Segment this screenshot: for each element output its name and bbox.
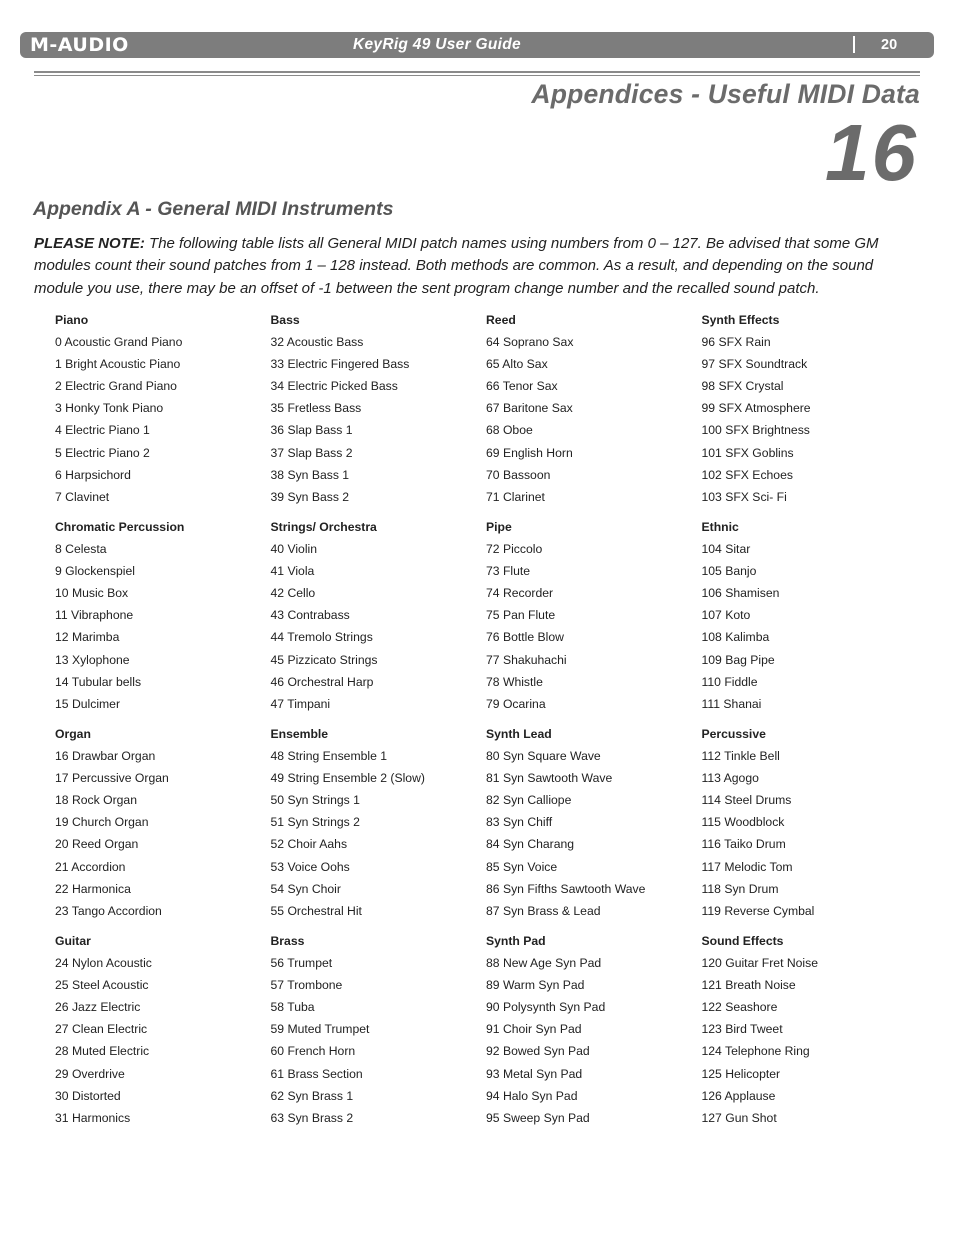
instrument-patch: 112 Tinkle Bell [701, 749, 780, 764]
instrument-patch: 43 Contrabass [270, 608, 350, 623]
header-rule [34, 71, 920, 73]
instrument-patch: 109 Bag Pipe [701, 652, 775, 667]
instrument-patch: 19 Church Organ [55, 815, 149, 830]
instrument-patch: 32 Acoustic Bass [270, 335, 364, 350]
instrument-patch: 5 Electric Piano 2 [55, 445, 150, 460]
instrument-patch: 26 Jazz Electric [55, 1000, 141, 1015]
family-title: Chromatic Percussion [55, 520, 185, 534]
note-paragraph [34, 233, 924, 300]
instrument-patch: 116 Taiko Drum [701, 837, 786, 852]
page-number: 20 [881, 37, 898, 53]
family-title: Reed [486, 313, 516, 327]
family-title: Guitar [55, 934, 91, 948]
family-title: Organ [55, 727, 91, 741]
instrument-patch: 55 Orchestral Hit [270, 903, 362, 918]
instrument-patch: 76 Bottle Blow [486, 630, 564, 645]
family-title: Piano [55, 313, 89, 327]
instrument-patch: 82 Syn Calliope [486, 793, 572, 808]
instrument-patch: 2 Electric Grand Piano [55, 379, 177, 394]
instrument-family [55, 309, 270, 508]
instrument-patch: 74 Recorder [486, 586, 554, 601]
instrument-patch: 102 SFX Echoes [701, 467, 793, 482]
instrument-patch: 42 Cello [270, 586, 316, 601]
instrument-patch: 71 Clarinet [486, 489, 545, 504]
instrument-patch: 123 Bird Tweet [701, 1022, 783, 1037]
instrument-patch: 22 Harmonica [55, 881, 131, 896]
instrument-patch: 77 Shakuhachi [486, 652, 567, 667]
instrument-patch: 15 Dulcimer [55, 696, 121, 711]
header-rule-thin [34, 75, 920, 76]
instrument-patch: 89 Warm Syn Pad [486, 978, 585, 993]
instrument-patch: 20 Reed Organ [55, 837, 139, 852]
instrument-patch: 118 Syn Drum [701, 881, 779, 896]
instrument-patch: 95 Sweep Syn Pad [486, 1110, 590, 1125]
instrument-patch: 10 Music Box [55, 586, 129, 601]
instrument-patch: 54 Syn Choir [270, 881, 341, 896]
instrument-patch: 39 Syn Bass 2 [270, 489, 350, 504]
instrument-patch: 93 Metal Syn Pad [486, 1066, 583, 1081]
instrument-patch: 6 Harpsichord [55, 467, 131, 482]
instrument-patch: 27 Clean Electric [55, 1022, 148, 1037]
instrument-patch: 115 Woodblock [701, 815, 785, 830]
instrument-patch: 21 Accordion [55, 859, 126, 874]
instrument-patch: 36 Slap Bass 1 [270, 423, 353, 438]
instrument-patch: 68 Oboe [486, 423, 533, 438]
instrument-patch: 52 Choir Aahs [270, 837, 348, 852]
family-title: Ethnic [701, 520, 739, 534]
instrument-patch: 127 Gun Shot [701, 1110, 777, 1125]
family-title: Strings/ Orchestra [270, 520, 377, 534]
instrument-patch: 106 Shamisen [701, 586, 780, 601]
instrument-patch: 60 French Horn [270, 1044, 356, 1059]
instrument-patch: 44 Tremolo Strings [270, 630, 373, 645]
header-bar [20, 32, 934, 58]
instrument-patch: 103 SFX Sci- Fi [701, 489, 787, 504]
instrument-patch: 59 Muted Trumpet [270, 1022, 370, 1037]
family-title: Synth Lead [486, 727, 552, 741]
instrument-table [55, 309, 915, 1139]
chapter-number: 16 [825, 108, 918, 197]
section-title: Appendices - Useful MIDI Data [531, 79, 920, 109]
instrument-patch: 58 Tuba [270, 1000, 315, 1015]
instrument-patch: 100 SFX Brightness [701, 423, 810, 438]
instrument-patch: 45 Pizzicato Strings [270, 652, 378, 667]
instrument-patch: 99 SFX Atmosphere [701, 401, 811, 416]
instrument-patch: 108 Kalimba [701, 630, 770, 645]
instrument-patch: 92 Bowed Syn Pad [486, 1044, 590, 1059]
instrument-family [486, 723, 701, 922]
note-label: PLEASE NOTE: [34, 235, 145, 252]
instrument-patch: 18 Rock Organ [55, 793, 137, 808]
instrument-patch: 94 Halo Syn Pad [486, 1088, 578, 1103]
instrument-patch: 65 Alto Sax [486, 357, 548, 372]
instrument-patch: 73 Flute [486, 564, 531, 579]
instrument-patch: 69 English Horn [486, 445, 573, 460]
instrument-family [702, 723, 917, 922]
instrument-family [702, 309, 917, 508]
instrument-patch: 12 Marimba [55, 630, 120, 645]
instrument-patch: 25 Steel Acoustic [55, 978, 149, 993]
appendix-title: Appendix A - General MIDI Instruments [33, 198, 394, 220]
instrument-patch: 4 Electric Piano 1 [55, 423, 150, 438]
instrument-patch: 47 Timpani [270, 696, 331, 711]
instrument-patch: 70 Bassoon [486, 467, 551, 482]
instrument-family [702, 516, 917, 715]
header-divider [853, 36, 855, 53]
instrument-patch: 23 Tango Accordion [55, 903, 162, 918]
instrument-family [486, 309, 701, 508]
instrument-family [486, 516, 701, 715]
instrument-patch: 119 Reverse Cymbal [701, 903, 815, 918]
family-title: Ensemble [270, 727, 329, 741]
family-title: Synth Effects [701, 313, 780, 327]
family-title: Sound Effects [701, 934, 784, 948]
instrument-patch: 17 Percussive Organ [55, 771, 169, 786]
instrument-patch: 13 Xylophone [55, 652, 130, 667]
instrument-patch: 50 Syn Strings 1 [270, 793, 360, 808]
document-title: KeyRig 49 User Guide [353, 36, 521, 53]
instrument-patch: 85 Syn Voice [486, 859, 558, 874]
instrument-patch: 86 Syn Fifths Sawtooth Wave [486, 881, 646, 896]
instrument-patch: 83 Syn Chiff [486, 815, 553, 830]
instrument-patch: 96 SFX Rain [701, 335, 771, 350]
instrument-patch: 110 Fiddle [701, 674, 758, 689]
instrument-patch: 91 Choir Syn Pad [486, 1022, 582, 1037]
instrument-family [55, 930, 270, 1129]
instrument-patch: 98 SFX Crystal [701, 379, 784, 394]
family-title: Percussive [701, 727, 766, 741]
instrument-patch: 120 Guitar Fret Noise [701, 956, 819, 971]
instrument-family [702, 930, 917, 1129]
instrument-patch: 84 Syn Charang [486, 837, 575, 852]
instrument-patch: 61 Brass Section [270, 1066, 363, 1081]
instrument-patch: 24 Nylon Acoustic [55, 956, 152, 971]
instrument-patch: 63 Syn Brass 2 [270, 1110, 354, 1125]
instrument-patch: 72 Piccolo [486, 542, 543, 557]
instrument-patch: 87 Syn Brass & Lead [486, 903, 601, 918]
family-title: Synth Pad [486, 934, 546, 948]
instrument-patch: 97 SFX Soundtrack [701, 357, 808, 372]
instrument-patch: 33 Electric Fingered Bass [270, 357, 410, 372]
instrument-family [55, 723, 270, 922]
instrument-patch: 79 Ocarina [486, 696, 546, 711]
instrument-patch: 31 Harmonics [55, 1110, 131, 1125]
instrument-patch: 29 Overdrive [55, 1066, 125, 1081]
instrument-patch: 11 Vibraphone [55, 608, 134, 623]
instrument-patch: 88 New Age Syn Pad [486, 956, 602, 971]
instrument-patch: 3 Honky Tonk Piano [55, 401, 164, 416]
instrument-patch: 56 Trumpet [270, 956, 333, 971]
instrument-patch: 64 Soprano Sax [486, 335, 574, 350]
note-text: The following table lists all General MIDI patch names using numbers from 0 – 127. Be advised that some GM modules count their sound patches from 1 – 128 instead. Both methods are common. As a result, and depending on the sound module you use, there may be an offset of -1 between the sent program change number and the recalled sound patch. [34, 235, 879, 297]
instrument-patch: 113 Agogo [701, 771, 759, 786]
instrument-family [55, 516, 270, 715]
instrument-patch: 49 String Ensemble 2 (Slow) [270, 771, 425, 786]
family-title: Bass [270, 313, 300, 327]
instrument-patch: 57 Trombone [270, 978, 343, 993]
instrument-family [486, 930, 701, 1129]
instrument-patch: 48 String Ensemble 1 [270, 749, 388, 764]
instrument-patch: 117 Melodic Tom [701, 859, 793, 874]
instrument-patch: 121 Breath Noise [701, 978, 796, 993]
family-title: Pipe [486, 520, 512, 534]
instrument-patch: 125 Helicopter [701, 1066, 781, 1081]
instrument-patch: 40 Violin [270, 542, 318, 557]
instrument-patch: 75 Pan Flute [486, 608, 556, 623]
instrument-patch: 107 Koto [701, 608, 751, 623]
instrument-patch: 124 Telephone Ring [701, 1044, 810, 1059]
instrument-patch: 38 Syn Bass 1 [270, 467, 350, 482]
instrument-patch: 105 Banjo [701, 564, 757, 579]
instrument-patch: 1 Bright Acoustic Piano [55, 357, 181, 372]
instrument-patch: 51 Syn Strings 2 [270, 815, 360, 830]
instrument-patch: 90 Polysynth Syn Pad [486, 1000, 606, 1015]
instrument-family [271, 516, 486, 715]
instrument-patch: 126 Applause [701, 1088, 776, 1103]
instrument-patch: 81 Syn Sawtooth Wave [486, 771, 613, 786]
instrument-patch: 66 Tenor Sax [486, 379, 558, 394]
instrument-patch: 16 Drawbar Organ [55, 749, 156, 764]
instrument-patch: 30 Distorted [55, 1088, 121, 1103]
instrument-patch: 0 Acoustic Grand Piano [55, 335, 183, 350]
instrument-patch: 111 Shanai [701, 696, 762, 711]
instrument-patch: 78 Whistle [486, 674, 543, 689]
instrument-family [271, 930, 486, 1129]
instrument-patch: 53 Voice Oohs [270, 859, 350, 874]
instrument-family [271, 309, 486, 508]
family-title: Brass [270, 934, 305, 948]
instrument-family [271, 723, 486, 922]
instrument-patch: 35 Fretless Bass [270, 401, 362, 416]
instrument-patch: 62 Syn Brass 1 [270, 1088, 354, 1103]
instrument-patch: 104 Sitar [701, 542, 751, 557]
instrument-patch: 9 Glockenspiel [55, 564, 135, 579]
instrument-patch: 8 Celesta [55, 542, 107, 557]
instrument-patch: 37 Slap Bass 2 [270, 445, 353, 460]
instrument-patch: 114 Steel Drums [701, 793, 792, 808]
instrument-patch: 41 Viola [270, 564, 315, 579]
instrument-patch: 67 Baritone Sax [486, 401, 573, 416]
instrument-patch: 7 Clavinet [55, 489, 110, 504]
instrument-patch: 28 Muted Electric [55, 1044, 150, 1059]
instrument-patch: 122 Seashore [701, 1000, 778, 1015]
brand-logo: M-AUDIO [30, 34, 129, 56]
instrument-patch: 101 SFX Goblins [701, 445, 794, 460]
instrument-patch: 34 Electric Picked Bass [270, 379, 398, 394]
instrument-patch: 46 Orchestral Harp [270, 674, 374, 689]
instrument-patch: 14 Tubular bells [55, 674, 142, 689]
instrument-patch: 80 Syn Square Wave [486, 749, 601, 764]
